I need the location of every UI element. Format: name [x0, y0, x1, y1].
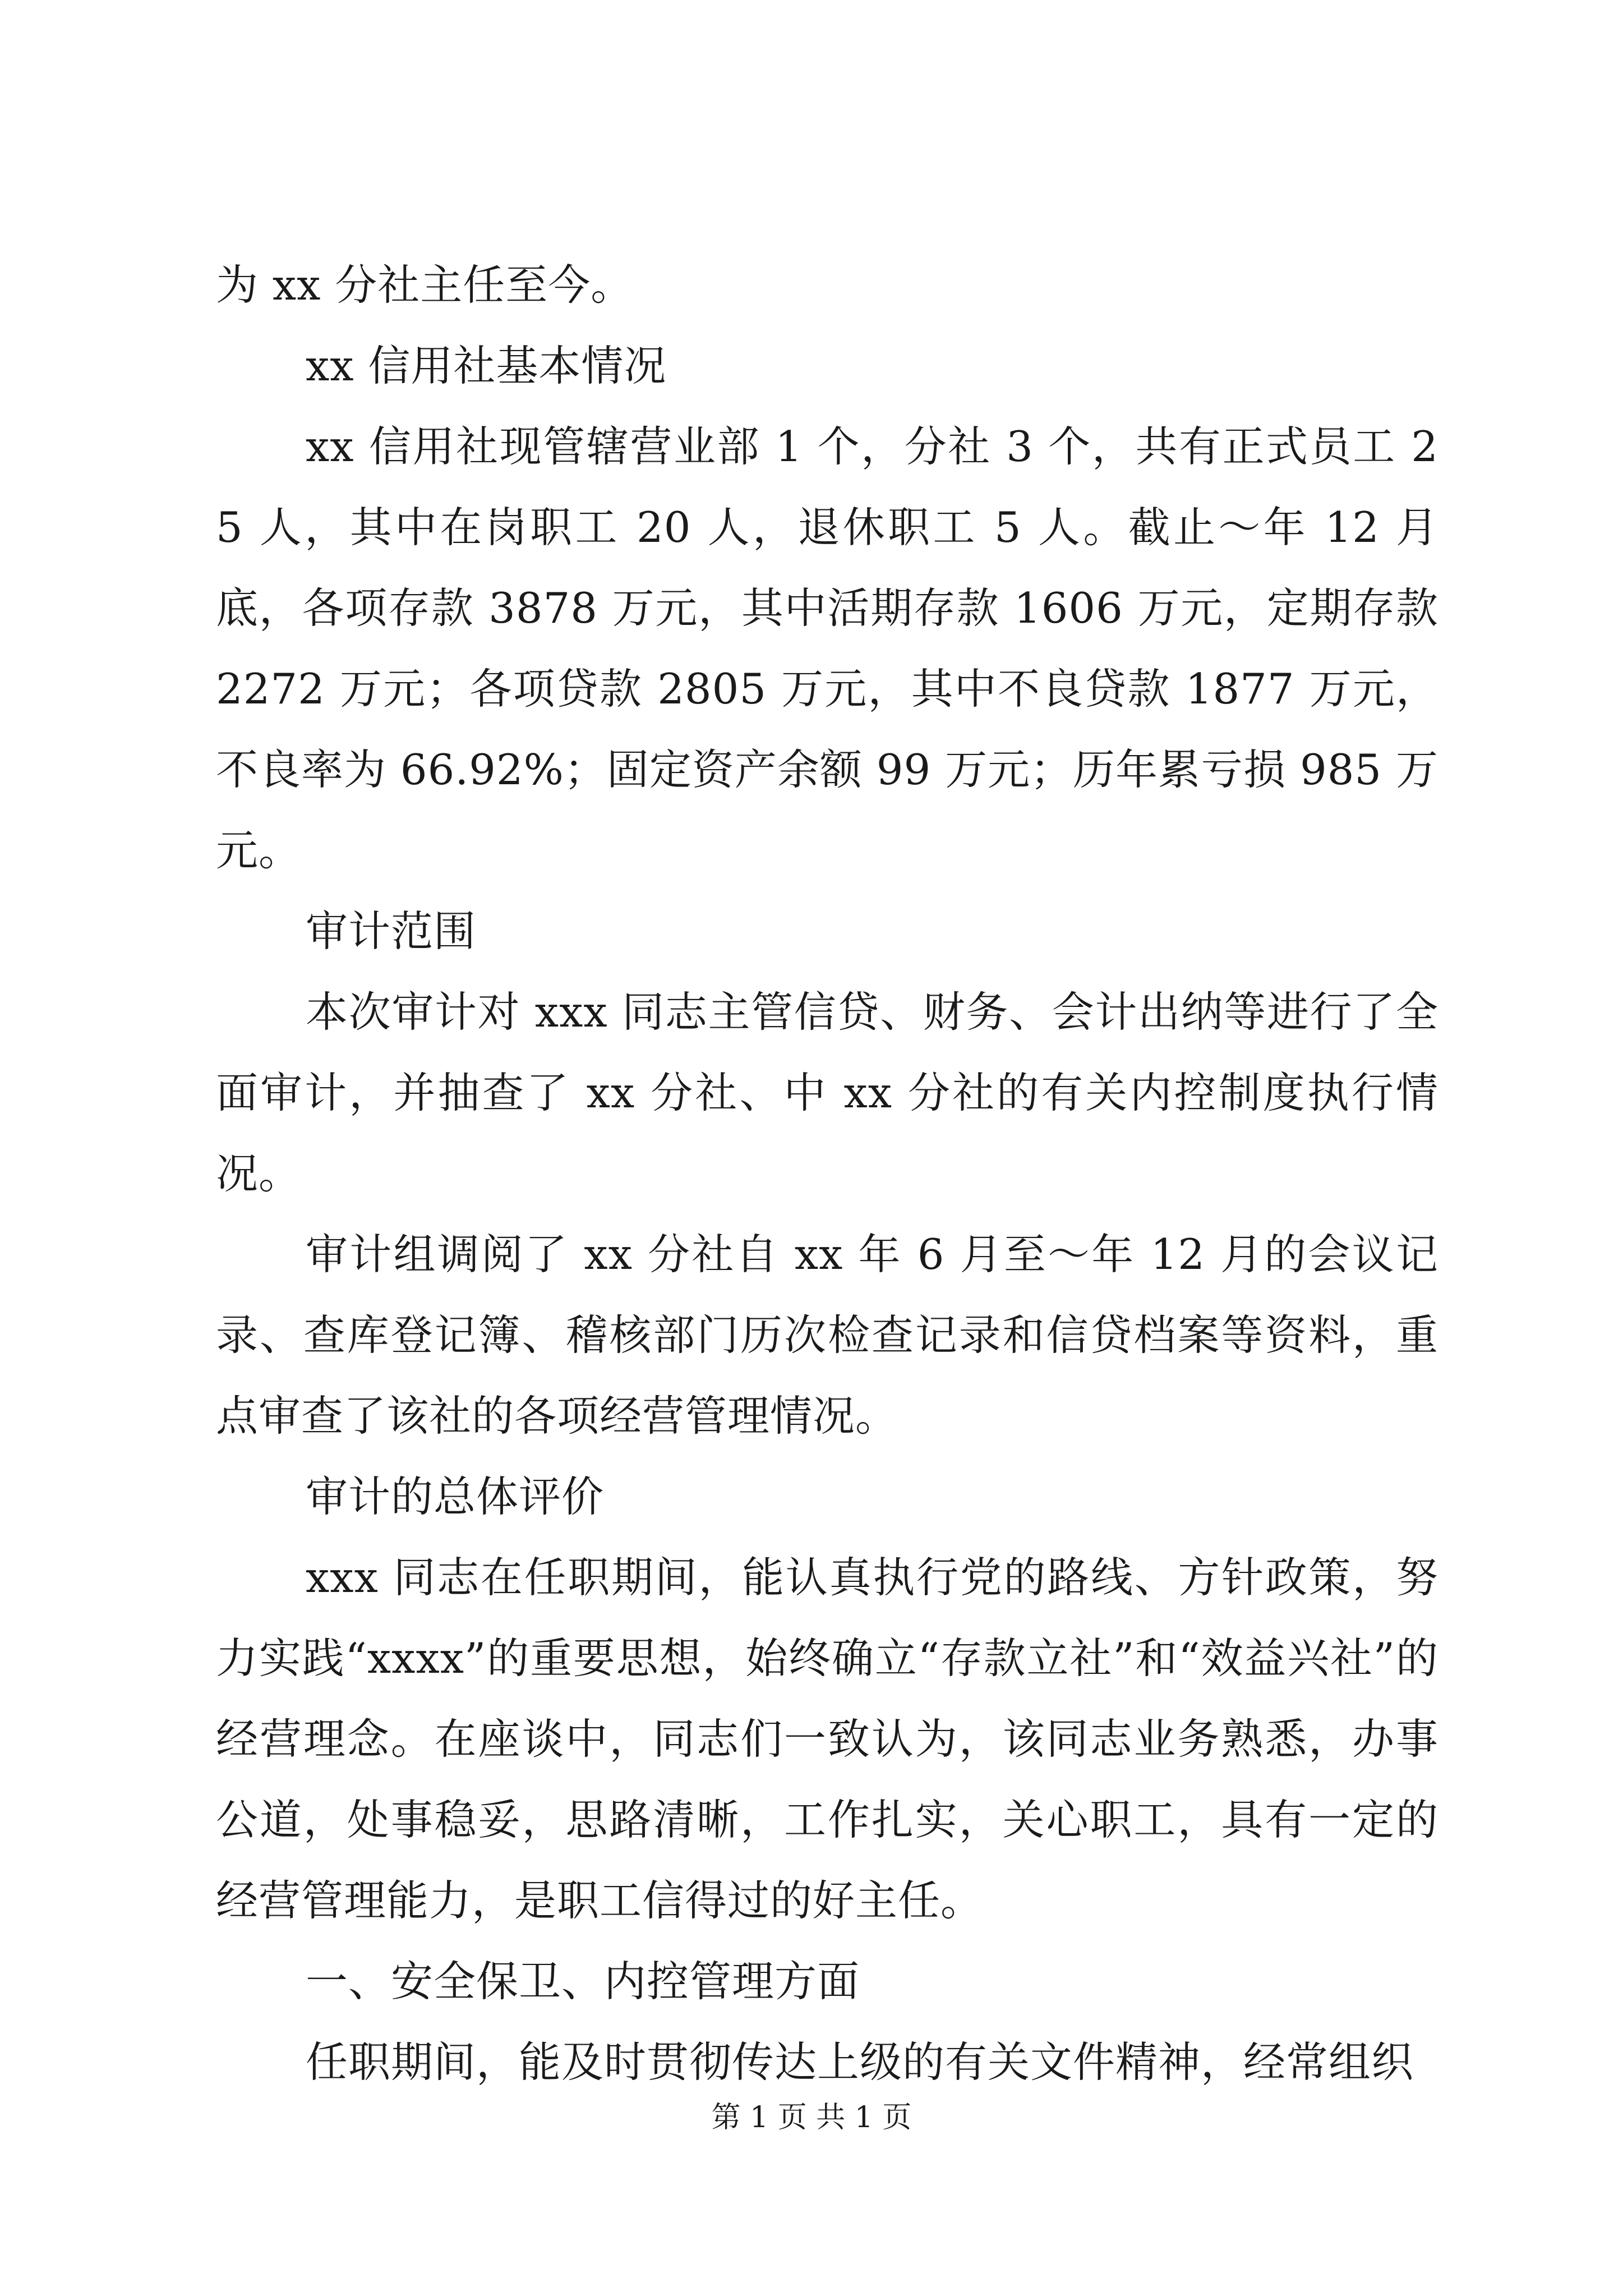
paragraph-audit-scope: 本次审计对 xxx 同志主管信贷、财务、会计出纳等进行了全面审计，并抽查了 xx 分社、中 xx 分社的有关内控制度执行情况。	[216, 987, 1438, 1198]
paragraph-basic-info: xx 信用社现管辖营业部 1 个，分社 3 个，共有正式员工 25 人，其中在岗职工 20 人，退休职工 5 人。截止～年 12 月底，各项存款 3878 万元，其中活期存款 1606 万元，定期存款 2272 万元；各项贷款 2805 万元，其中不良贷款 1877 万元，不良率为 66.92%；固定资产余额 99 万元；历年累亏损 985 万元。	[216, 422, 1438, 875]
page-footer: 第 1 页 共 1 页	[711, 2101, 912, 2134]
section-heading-audit-scope: 审计范围	[306, 907, 477, 956]
section-heading-basic-info: xx 信用社基本情况	[306, 341, 667, 390]
paragraph-overall-evaluation: xxx 同志在任职期间，能认真执行党的路线、方针政策，努力实践“xxxx”的重要思想，始终确立“存款立社”和“效益兴社”的经营理念。在座谈中，同志们一致认为，该同志业务熟悉，办事公道，处事稳妥，思路清晰，工作扎实，关心职工，具有一定的经营管理能力，是职工信得过的好主任。	[216, 1553, 1438, 1925]
paragraph-audit-records: 审计组调阅了 xx 分社自 xx 年 6 月至～年 12 月的会议记录、查库登记簿、稽核部门历次检查记录和信贷档案等资料，重点审查了该社的各项经营管理情况。	[216, 1230, 1438, 1441]
paragraph-1: 为 xx 分社主任至今。	[216, 260, 634, 310]
paragraph-security: 任职期间，能及时贯彻传达上级的有关文件精神，经常组织	[306, 2037, 1414, 2087]
section-heading-overall-evaluation: 审计的总体评价	[306, 1472, 605, 1521]
document-body	[216, 245, 1438, 2102]
section-heading-security: 一、安全保卫、内控管理方面	[306, 1957, 860, 2006]
